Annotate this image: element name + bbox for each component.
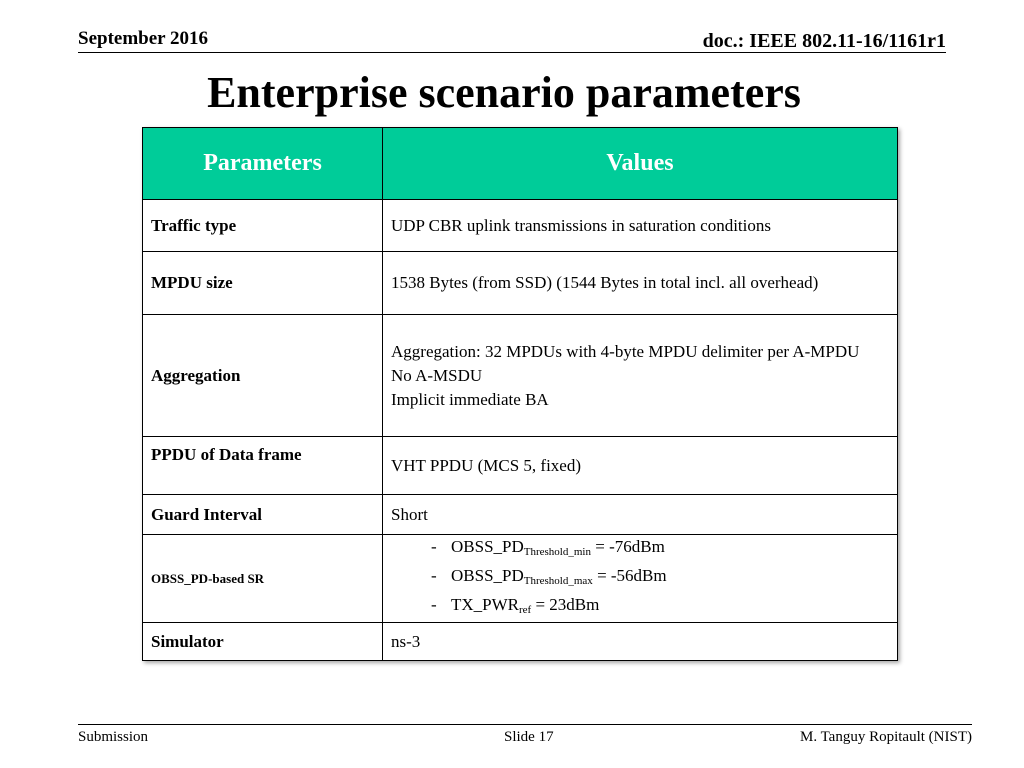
param-cell: Traffic type <box>143 200 383 252</box>
table-row <box>143 315 898 437</box>
value-cell: ns-3 <box>383 623 898 661</box>
value-cell: VHT PPDU (MCS 5, fixed) <box>383 437 898 495</box>
value-cell: 1538 Bytes (from SSD) (1544 Bytes in total incl. all overhead) <box>383 252 898 315</box>
table-row <box>143 495 898 535</box>
bullet-item: - $OBSS\_PD_{Threshold\_min} = -76dBm$ <box>431 537 665 558</box>
header-divider <box>78 52 946 53</box>
table-row <box>143 437 898 495</box>
value-cell <box>383 315 898 437</box>
value-cell <box>383 535 898 623</box>
value-cell: UDP CBR uplink transmissions in saturation conditions <box>383 200 898 252</box>
value-line: Implicit immediate BA <box>391 389 549 409</box>
table-header-row <box>143 128 898 200</box>
bullet-item: - $TX\_PWR_{ref} = 23dBm$ <box>431 595 600 616</box>
value-cell: Short <box>383 495 898 535</box>
param-cell: PPDU of Data frame <box>143 437 383 495</box>
param-cell: MPDU size <box>143 252 383 315</box>
param-cell: Simulator <box>143 623 383 661</box>
footer-author: M. Tanguy Ropitault (NIST) <box>800 729 972 745</box>
column-header-parameters: Parameters <box>143 128 383 200</box>
value-line: No A-MSDU <box>391 365 483 385</box>
footer-submission: Submission <box>78 729 149 745</box>
param-cell: OBSS_PD-based SR <box>143 535 383 623</box>
bullet-item: - $OBSS\_PD_{Threshold\_max} = -56dBm$ <box>431 566 667 587</box>
parameters-table <box>142 127 898 661</box>
value-line: Aggregation: 32 MPDUs with 4-byte MPDU delimiter per A-MPDU <box>391 341 860 361</box>
slide-title: Enterprise scenario parameters <box>207 68 801 117</box>
param-cell: Guard Interval <box>143 495 383 535</box>
header-date: September 2016 <box>78 28 208 49</box>
param-cell: Aggregation <box>143 315 383 437</box>
header-doc-id: doc.: IEEE 802.11-16/1161r1 <box>702 30 946 52</box>
column-header-values: Values <box>383 128 898 200</box>
table-row <box>143 535 898 623</box>
footer-divider <box>78 724 972 725</box>
footer-slide-number: Slide 17 <box>504 729 554 745</box>
table-row <box>143 623 898 661</box>
table-row <box>143 252 898 315</box>
table-row <box>143 200 898 252</box>
